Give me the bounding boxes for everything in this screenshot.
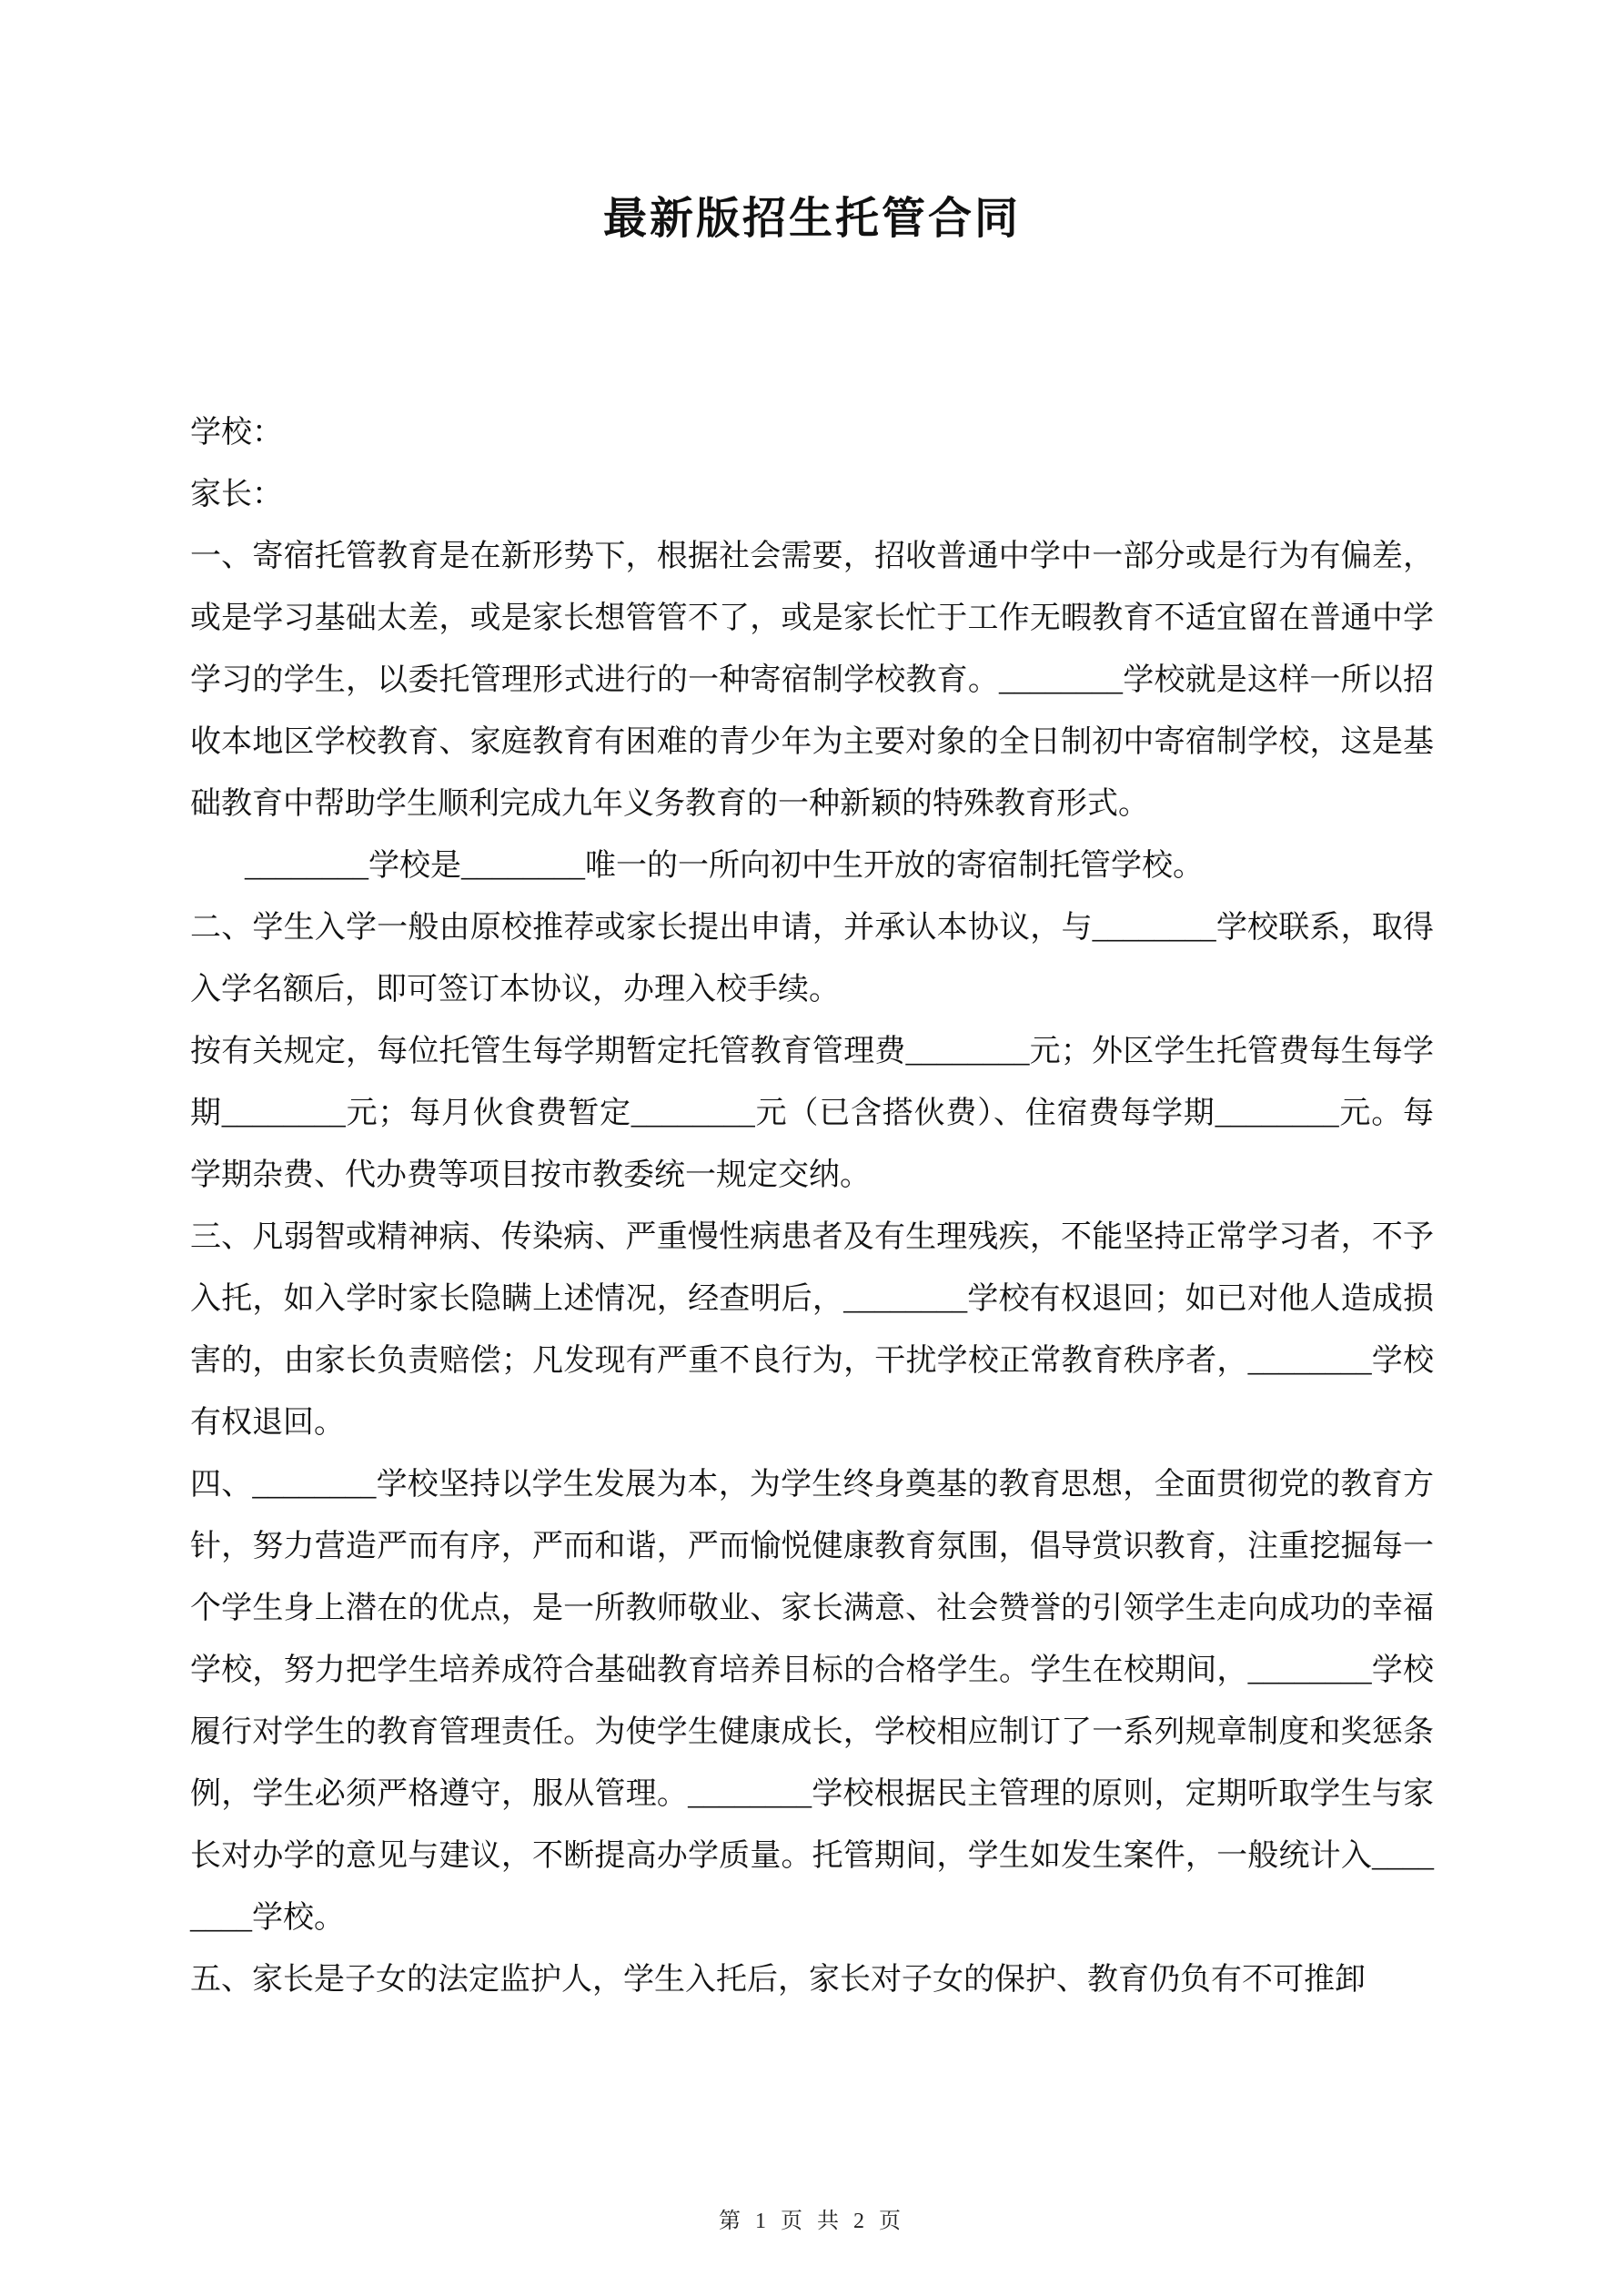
document-title: 最新版招生托管合同 [602, 195, 1021, 243]
page-footer: 第 1 页 共 2 页 [719, 2210, 905, 2233]
clause-3: 三、凡弱智或精神病、传染病、严重慢性病患者及有生理残疾，不能坚持正常学习者，不予入托，如入学时家长隐瞒上述情况，经查明后，________学校有权退回；如已对他人造成损害的，由家长负责赔偿；凡发现有严重不良行为，干扰学校正常教育秩序者，________学校有权退回。 [190, 1219, 1434, 1440]
fees-paragraph: 按有关规定，每位托管生每学期暂定托管教育管理费________元；外区学生托管费每生每学期________元；每月伙食费暂定________元（已含搭伙费）、住宿费每学期________元。每学期杂费、代办费等项目按市教委统一规定交纳。 [190, 1034, 1434, 1192]
clause-4: 四、________学校坚持以学生发展为本，为学生终身奠基的教育思想，全面贯彻党的教育方针，努力营造严而有序，严而和谐，严而愉悦健康教育氛围，倡导赏识教育，注重挖掘每一个学生身上潜在的优点，是一所教师敬业、家长满意、社会赞誉的引领学生走向成功的幸福学校，努力把学生培养成符合基础教育培养目标的合格学生。学生在校期间，________学校履行对学生的教育管理责任。为使学生健康成长，学校相应制订了一系列规章制度和奖惩条例，学生必须严格遵守，服从管理。________学校根据民主管理的原则，定期听取学生与家长对办学的意见与建议，不断提高办学质量。托管期间，学生如发生案件，一般统计入________学校。 [190, 1467, 1434, 1935]
clause-5: 五、家长是子女的法定监护人，学生入托后，家长对子女的保护、教育仍负有不可推卸 [190, 1962, 1366, 1997]
clause-school-statement: ________学校是________唯一的一所向初中生开放的寄宿制托管学校。 [245, 848, 1204, 883]
clause-1: 一、寄宿托管教育是在新形势下，根据社会需要，招收普通中学中一部分或是行为有偏差，或是学习基础太差，或是家长想管管不了，或是家长忙于工作无暇教育不适宜留在普通中学学习的学生，以委托管理形式进行的一种寄宿制学校教育。________学校就是这样一所以招收本地区学校教育、家庭教育有困难的青少年为主要对象的全日制初中寄宿制学校，这是基础教育中帮助学生顺利完成九年义务教育的一种新颖的特殊教育形式。 [190, 539, 1434, 821]
field-school-label: 学校： [190, 415, 283, 450]
document-body [190, 402, 1434, 2011]
field-parent-label: 家长： [190, 477, 283, 511]
clause-2: 二、学生入学一般由原校推荐或家长提出申请，并承认本协议，与________学校联系，取得入学名额后，即可签订本协议，办理入校手续。 [190, 910, 1434, 1006]
